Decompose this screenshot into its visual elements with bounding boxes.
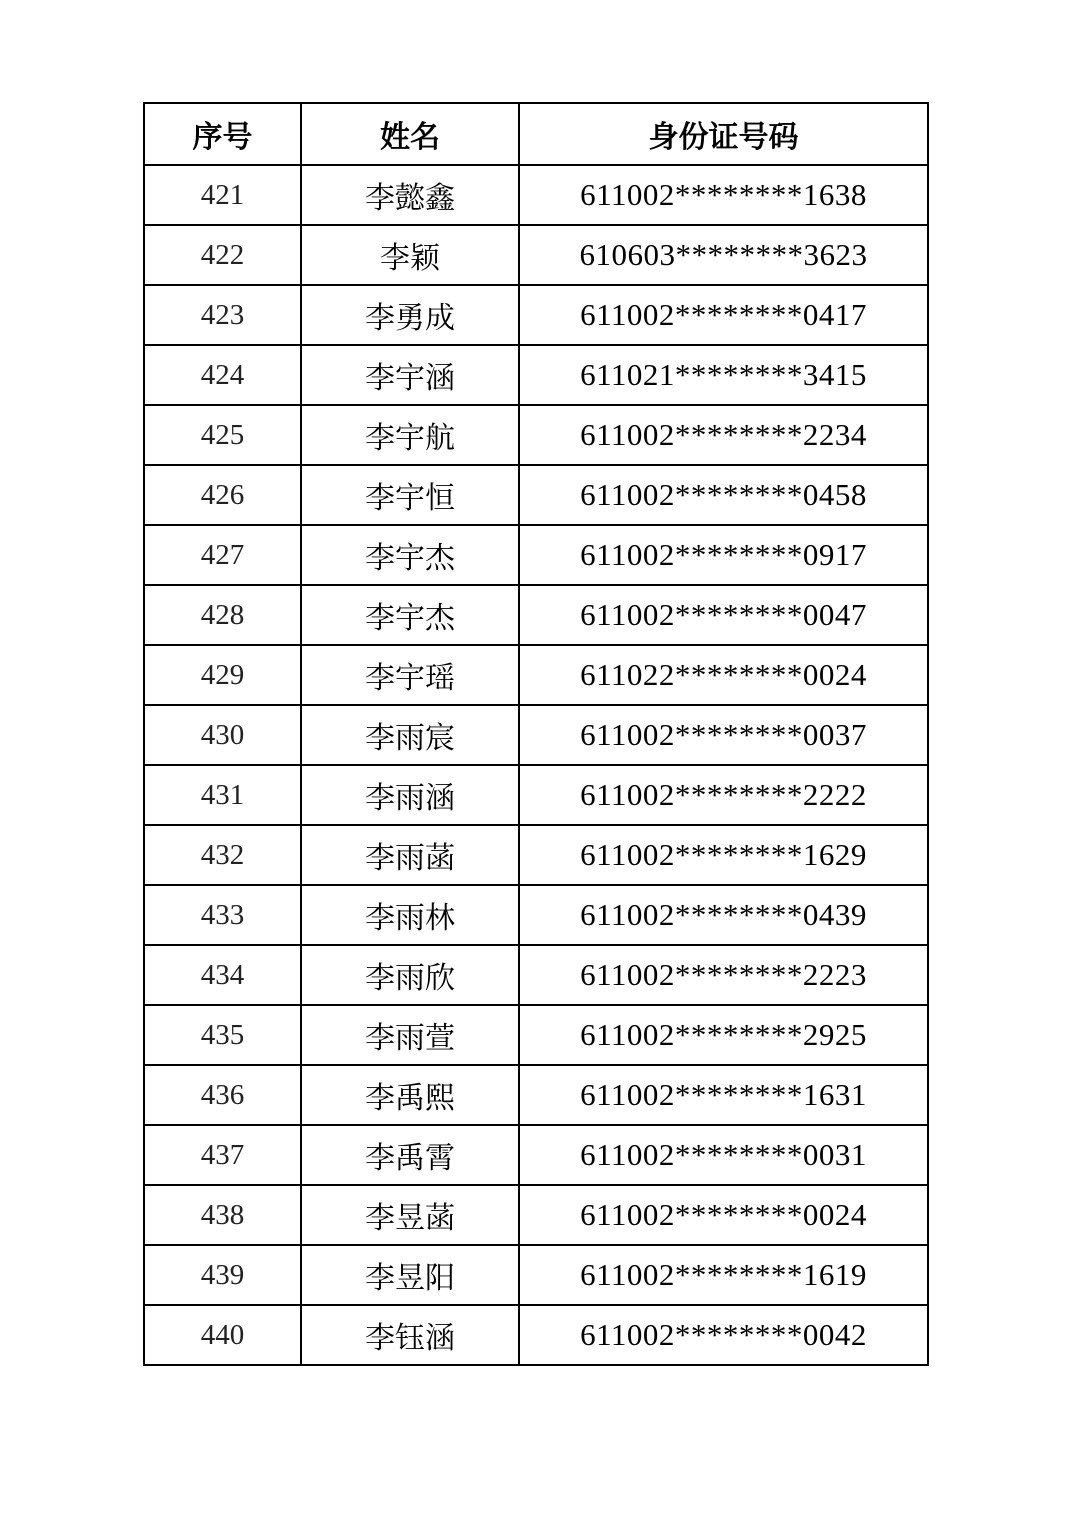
row-name: 李昱菡 bbox=[301, 1185, 519, 1245]
row-id-number: 611002********0917 bbox=[519, 525, 928, 585]
row-seq: 426 bbox=[144, 465, 301, 525]
row-name: 李宇涵 bbox=[301, 345, 519, 405]
table-row bbox=[144, 525, 928, 585]
row-seq: 431 bbox=[144, 765, 301, 825]
table-row bbox=[144, 1305, 928, 1365]
row-id-number: 611002********2222 bbox=[519, 765, 928, 825]
table-row bbox=[144, 285, 928, 345]
row-id-number: 611002********0417 bbox=[519, 285, 928, 345]
table-row bbox=[144, 165, 928, 225]
row-id-number: 611002********2223 bbox=[519, 945, 928, 1005]
row-id-number: 610603********3623 bbox=[519, 225, 928, 285]
row-seq: 436 bbox=[144, 1065, 301, 1125]
table-row bbox=[144, 1125, 928, 1185]
row-name: 李禹霄 bbox=[301, 1125, 519, 1185]
row-name: 李宇恒 bbox=[301, 465, 519, 525]
header-name: 姓名 bbox=[301, 103, 519, 165]
row-name: 李宇航 bbox=[301, 405, 519, 465]
row-name: 李宇杰 bbox=[301, 585, 519, 645]
row-seq: 428 bbox=[144, 585, 301, 645]
row-seq: 429 bbox=[144, 645, 301, 705]
row-name: 李雨宸 bbox=[301, 705, 519, 765]
header-row bbox=[144, 103, 928, 165]
table-row bbox=[144, 885, 928, 945]
row-name: 李禹熙 bbox=[301, 1065, 519, 1125]
row-name: 李颖 bbox=[301, 225, 519, 285]
row-seq: 440 bbox=[144, 1305, 301, 1365]
header-seq: 序号 bbox=[144, 103, 301, 165]
row-id-number: 611002********1629 bbox=[519, 825, 928, 885]
row-name: 李雨林 bbox=[301, 885, 519, 945]
table-row bbox=[144, 705, 928, 765]
table-row bbox=[144, 405, 928, 465]
row-id-number: 611002********0031 bbox=[519, 1125, 928, 1185]
table-row bbox=[144, 825, 928, 885]
table-row bbox=[144, 1065, 928, 1125]
table-row bbox=[144, 765, 928, 825]
row-id-number: 611002********2925 bbox=[519, 1005, 928, 1065]
table-row bbox=[144, 1245, 928, 1305]
row-seq: 424 bbox=[144, 345, 301, 405]
table-row bbox=[144, 585, 928, 645]
row-seq: 421 bbox=[144, 165, 301, 225]
table-body bbox=[144, 165, 928, 1365]
row-name: 李宇杰 bbox=[301, 525, 519, 585]
row-id-number: 611002********0037 bbox=[519, 705, 928, 765]
row-name: 李勇成 bbox=[301, 285, 519, 345]
row-seq: 422 bbox=[144, 225, 301, 285]
row-name: 李钰涵 bbox=[301, 1305, 519, 1365]
row-id-number: 611002********0047 bbox=[519, 585, 928, 645]
row-seq: 437 bbox=[144, 1125, 301, 1185]
row-name: 李宇瑶 bbox=[301, 645, 519, 705]
table-row bbox=[144, 1185, 928, 1245]
row-seq: 439 bbox=[144, 1245, 301, 1305]
row-seq: 432 bbox=[144, 825, 301, 885]
table-row bbox=[144, 225, 928, 285]
row-id-number: 611002********2234 bbox=[519, 405, 928, 465]
row-id-number: 611002********0042 bbox=[519, 1305, 928, 1365]
row-id-number: 611002********0024 bbox=[519, 1185, 928, 1245]
row-seq: 427 bbox=[144, 525, 301, 585]
row-seq: 435 bbox=[144, 1005, 301, 1065]
header-id-number: 身份证号码 bbox=[519, 103, 928, 165]
row-id-number: 611002********1631 bbox=[519, 1065, 928, 1125]
row-seq: 425 bbox=[144, 405, 301, 465]
roster-table bbox=[143, 102, 929, 1366]
table-row bbox=[144, 345, 928, 405]
table-row bbox=[144, 1005, 928, 1065]
row-id-number: 611002********0458 bbox=[519, 465, 928, 525]
row-id-number: 611002********0439 bbox=[519, 885, 928, 945]
row-name: 李雨菡 bbox=[301, 825, 519, 885]
table-row bbox=[144, 465, 928, 525]
table-row bbox=[144, 945, 928, 1005]
row-seq: 423 bbox=[144, 285, 301, 345]
row-name: 李雨萱 bbox=[301, 1005, 519, 1065]
row-name: 李懿鑫 bbox=[301, 165, 519, 225]
row-id-number: 611022********0024 bbox=[519, 645, 928, 705]
row-name: 李昱阳 bbox=[301, 1245, 519, 1305]
row-seq: 434 bbox=[144, 945, 301, 1005]
table-row bbox=[144, 645, 928, 705]
row-name: 李雨欣 bbox=[301, 945, 519, 1005]
row-name: 李雨涵 bbox=[301, 765, 519, 825]
row-seq: 438 bbox=[144, 1185, 301, 1245]
row-id-number: 611021********3415 bbox=[519, 345, 928, 405]
row-seq: 430 bbox=[144, 705, 301, 765]
row-seq: 433 bbox=[144, 885, 301, 945]
row-id-number: 611002********1619 bbox=[519, 1245, 928, 1305]
row-id-number: 611002********1638 bbox=[519, 165, 928, 225]
